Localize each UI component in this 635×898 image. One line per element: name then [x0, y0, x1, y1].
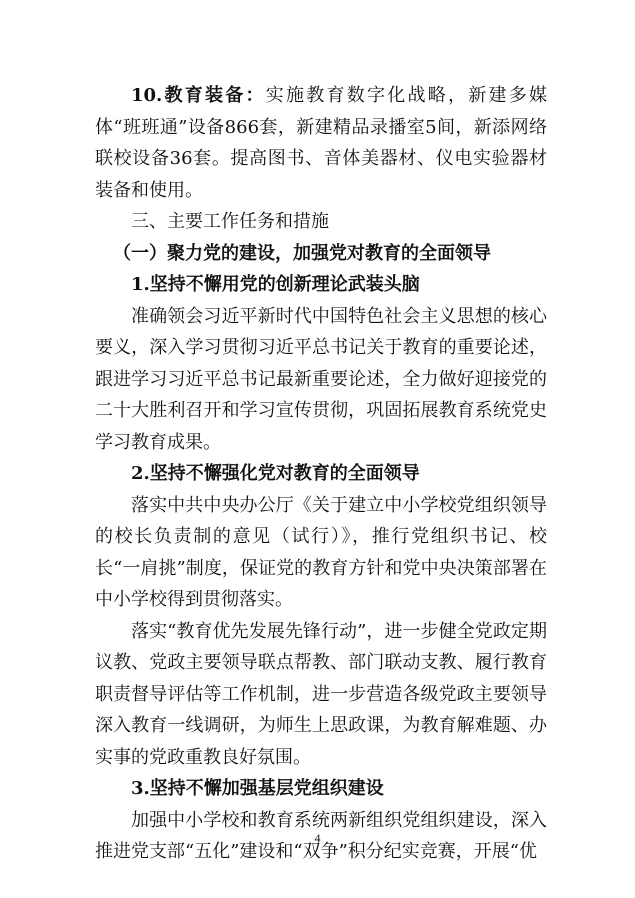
- page-content: [95, 80, 547, 868]
- heading-3: 3.坚持不懈加强基层党组织建设: [131, 778, 384, 799]
- item-10-paragraph: [95, 80, 547, 206]
- subsection-heading: （一）聚力党的建设，加强党对教育的全面领导: [113, 242, 491, 264]
- paragraph-1: 准确领会习近平新时代中国特色社会主义思想的核心要义，深入学习贯彻习近平总书记关于教育的重要论述，跟进学习习近平总书记最新重要论述，全力做好迎接党的二十大胜利召开和学习宣传贯彻，巩固拓展教育系统党史学习教育成果。: [95, 305, 547, 453]
- heading-1: 1.坚持不懈用党的创新理论武装头脑: [131, 274, 420, 295]
- item-10-body: 实施教育数字化战略，新建多媒体“班班通”设备866套，新建精品录播室5间，新添网络联校设备36套。提高图书、音体美器材、仪电实验器材装备和使用。: [95, 85, 547, 201]
- section-heading: 三、主要工作任务和措施: [131, 211, 329, 232]
- page-number: 4: [314, 831, 321, 845]
- paragraph-3: 加强中小学校和教育系统两新组织党组织建设，深入推进党支部“五化”建设和“双争”积分纪实竞赛，开展“优: [95, 809, 547, 862]
- paragraph-2a: 落实中共中央办公厅《关于建立中小学校党组织领导的校长负责制的意见（试行）》，推行党组织书记、校长“一肩挑”制度，保证党的教育方针和党中央决策部署在中小学校得到贯彻落实。: [95, 494, 547, 610]
- paragraph-2b: 落实“教育优先发展先锋行动”，进一步健全党政定期议教、党政主要领导联点帮教、部门联动支教、履行教育职责督导评估等工作机制，进一步营造各级党政主要领导深入教育一线调研，为师生上思政课，为教育解难题、办实事的党政重教良好氛围。: [95, 620, 547, 768]
- heading-2: 2.坚持不懈强化党对教育的全面领导: [131, 463, 420, 484]
- item-10-lead: 10.教育装备：: [131, 85, 266, 106]
